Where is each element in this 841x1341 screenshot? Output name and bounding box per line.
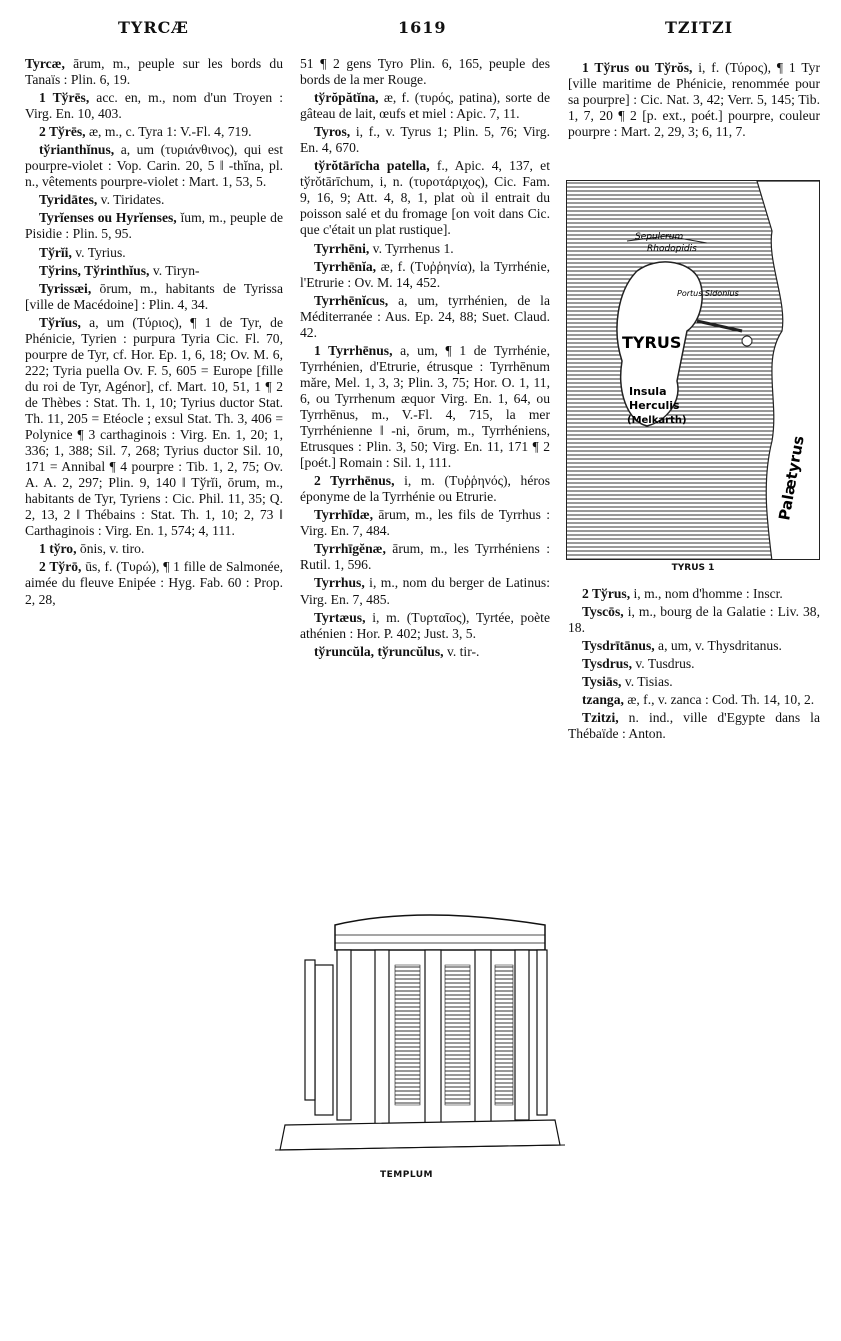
entry-body: ārum, m., les Tyrrhéniens : Rutil. 1, 596. xyxy=(300,541,550,573)
entry-headword: Tyrrhēnĭa, xyxy=(314,258,377,274)
tyrus-map xyxy=(566,180,820,560)
entry-headword: Tyrrhēni, xyxy=(314,240,370,256)
dictionary-entry xyxy=(300,259,550,291)
entry-body: f., Apic. 4, 137, et tўrŏtārīchum, i, n. (τυροτάριχος), Cic. Fam. 9, 16, 9; Att. 4, 8, 1, plat où il entrait du poisson salé et du fromage [on voit dans Cic. que c'était un plat rustique]. xyxy=(300,158,550,238)
map-label-herculis: Herculis xyxy=(629,399,680,412)
entry-body: v. Tiryn- xyxy=(149,262,200,278)
entry-headword: 1 tўro, xyxy=(39,541,77,557)
entry-headword: 2 Tyrrhēnus, xyxy=(314,473,395,489)
dictionary-entry xyxy=(568,656,820,672)
entry-body: ārum, m., les fils de Tyrrhus : Virg. En. 7, 484. xyxy=(300,507,550,539)
page-number: 1619 xyxy=(398,18,447,37)
entry-body: n. ind., ville d'Egypte dans la Thébaïde : Anton. xyxy=(568,710,820,742)
entry-body: v. Tusdrus. xyxy=(632,656,695,672)
dictionary-entry xyxy=(568,60,820,140)
entry-body: ōrum, m., habitants de Tyrissa [ville de Macédoine] : Plin. 4, 34. xyxy=(25,280,283,312)
column-1 xyxy=(25,56,283,610)
map-caption: TYRUS 1 xyxy=(671,563,715,573)
entry-headword: 2 Tўrus, xyxy=(582,586,631,601)
column-2 xyxy=(300,56,550,662)
entry-body: v. tir-. xyxy=(443,643,480,659)
dictionary-entry xyxy=(300,541,550,573)
entry-body: a, um (τυριάνθινος), qui est pourpre-violet : Vop. Carin. 20, 5 ‖ -thĭna, pl. n., vêtements pourpre-violet : Mart. 1, 53, 5. xyxy=(25,142,283,190)
entry-headword: Tyrrhīgĕnæ, xyxy=(314,541,386,557)
map-label-melkarth: (Melkarth) xyxy=(627,415,687,426)
dictionary-entry xyxy=(25,263,283,279)
entry-body: v. Tyrrhenus 1. xyxy=(369,240,454,256)
dictionary-entry xyxy=(568,692,820,708)
dictionary-entry xyxy=(25,281,283,313)
header-right-guideword: TZITZI xyxy=(665,18,734,37)
entry-headword: Tyros, xyxy=(314,124,351,140)
entry-headword: Tyrtæus, xyxy=(314,609,366,625)
entry-body: v. Tiridates. xyxy=(97,192,165,208)
entry-body: æ, f., v. zanca : Cod. Th. 14, 10, 2. xyxy=(623,692,815,708)
temple-caption: TEMPLUM xyxy=(380,1170,434,1180)
entry-body: a, um, v. Thysdritanus. xyxy=(654,638,782,654)
column-3 xyxy=(568,60,820,142)
entry-headword: tўruncŭla, tўruncŭlus, xyxy=(314,643,444,659)
dictionary-entry xyxy=(568,638,820,654)
dictionary-entry xyxy=(25,315,283,540)
dictionary-entry xyxy=(568,710,820,742)
entry-body: a, um (Τύριος), ¶ 1 de Tyr, de Phénicie, Tyrien : purpura Tyria Cic. Fl. 70, pourpre de Tyr, cf. Hor. Ep. 1, 6, 18; Ov. M. 6, 222; Tyria puella Ov. F. 5, 605 = Europe [fille du roi de Tyr, Agénor], cf. Mart. 10, 51, 1 ¶ 2 de Thèbes : Stat. Th. 1, 10; Tyrius ductor Stat. Th. 11, 205 = Etéocle ; exsul Stat. Th. 3, 406 = Polynice ¶ 3 carthaginois : Virg. En. 1, 20; 1, 336; 1, 388; Sil. 7, 268; Tyrius ductor Sil. 10, 171 = Annibal ¶ 4 pourpre : Tib. 1, 2, 75; Ov. A. A. 2, 297; Plin. 9, 140 ‖ Tўrĭi, ōrum, m., habitants de Tyr, Tyriens : Cic. Phil. 11, 35; Q. 2, 13, 2 ‖ Thébains : Stat. Th. 1, 10; 2, 73 ‖ Carthaginois : Virg. En. 1, 574; 4, 111. xyxy=(25,314,283,539)
entry-headword: Tўrins, Tўrinthĭus, xyxy=(39,262,150,278)
temple-drawing xyxy=(275,905,565,1165)
dictionary-entry xyxy=(300,644,550,660)
entry-body: æ, f. (τυρός, patina), sorte de gâteau de lait, œufs et miel : Apic. 7, 11. xyxy=(300,90,550,122)
entry-headword: Tyrrhēnĭcus, xyxy=(314,292,389,308)
entry-body: i, m., bourg de la Galatie : Liv. 38, 18. xyxy=(568,604,820,636)
column-3-lower xyxy=(568,586,820,744)
dictionary-entry xyxy=(568,674,820,690)
dictionary-entry xyxy=(568,586,820,602)
dictionary-entry xyxy=(25,245,283,261)
entry-headword: Tyrrhīdæ, xyxy=(314,507,374,523)
entry-body: a, um, ¶ 1 de Tyrrhénie, Tyrrhénien, d'Etrurie, étrusque : Tyrrhēnum măre, Mel. 1, 3, 3; Plin. 3, 75; Hor. O. 1, 11, 6, ou Tyrrhenum æquor Virg. En. 1, 64, ou Tyrrhēnus, m., V.-Fl. 4, 715, la mer Tyrrhénienne ‖ -ni, ōrum, m., Tyrrhéniens, Etrusques : Plin. 3, 50; Virg. En. 11, 171 ¶ 2 [poét.] Romain : Sil. 1, 111. xyxy=(300,342,550,471)
map-label-paletyrus: Palætyrus xyxy=(775,434,808,522)
entry-headword: Tyridātes, xyxy=(39,192,98,208)
entry-body: æ, m., c. Tyra 1: V.-Fl. 4, 719. xyxy=(85,124,252,140)
dictionary-entry xyxy=(25,56,283,88)
map-label-sepulcrum: Sepulcrum xyxy=(635,232,684,242)
entry-body: 51 ¶ 2 gens Tyro Plin. 6, 165, peuple des bords de la mer Rouge. xyxy=(300,56,550,88)
dictionary-entry xyxy=(568,604,820,636)
dictionary-entry xyxy=(25,124,283,140)
dictionary-entry xyxy=(25,541,283,557)
dictionary-entry xyxy=(300,90,550,122)
entry-body: ūs, f. (Τυρώ), ¶ 1 fille de Salmonée, aimée du fleuve Enipée : Hyg. Fab. 60 : Prop. 2, 28, xyxy=(25,559,284,607)
entry-body: ārum, m., peuple sur les bords du Tanaïs : Plin. 6, 19. xyxy=(25,56,283,88)
dictionary-entry xyxy=(300,241,550,257)
dictionary-entry xyxy=(300,343,550,471)
dictionary-entry xyxy=(25,559,283,607)
entry-headword: Tysdrus, xyxy=(582,656,632,672)
entry-headword: Tyrrhus, xyxy=(314,575,365,591)
entry-headword: Tysdrītānus, xyxy=(582,638,655,654)
dictionary-entry xyxy=(25,90,283,122)
entry-body: v. Tyrius. xyxy=(71,244,126,260)
entry-headword: 1 Tўrus ou Tўrŏs, xyxy=(582,60,693,75)
entry-body: æ, f. (Τυῤῥηνία), la Tyrrhénie, l'Etrurie : Ov. M. 14, 452. xyxy=(300,258,550,290)
entry-headword: 2 Tўrō, xyxy=(39,559,82,575)
dictionary-entry xyxy=(300,124,550,156)
dictionary-entry xyxy=(300,610,550,642)
header-left-guideword: TYRCÆ xyxy=(118,18,189,37)
map-label-insula: Insula xyxy=(629,385,667,398)
page-header xyxy=(0,18,841,48)
map-label-city: TYRUS xyxy=(622,333,682,352)
entry-headword: 1 Tўrēs, xyxy=(39,90,90,106)
dictionary-entry xyxy=(300,56,550,88)
entry-headword: Tyrĭenses ou Hyrĭenses, xyxy=(39,210,177,226)
entry-headword: Tўrĭi, xyxy=(39,244,72,260)
entry-body: i, m. (Τυῤῥηνός), héros éponyme de la Tyrrhénie ou Etrurie. xyxy=(300,473,550,505)
entry-headword: 1 Tyrrhēnus, xyxy=(314,342,393,358)
map-label-rhodopidis: Rhodopidis xyxy=(647,244,697,254)
dictionary-entry xyxy=(300,575,550,607)
entry-headword: tўrŏtārīcha patella, xyxy=(314,158,430,174)
dictionary-entry xyxy=(300,473,550,505)
entry-body: acc. en, m., nom d'un Troyen : Virg. En. 10, 403. xyxy=(25,90,284,122)
entry-body: i, m., nom du berger de Latinus: Virg. En. 7, 485. xyxy=(300,575,550,607)
entry-body: ōnis, v. tiro. xyxy=(76,541,145,557)
entry-body: i, m., nom d'homme : Inscr. xyxy=(630,586,783,601)
entry-headword: tzanga, xyxy=(582,692,624,708)
entry-body: ĭum, m., peuple de Pisidie : Plin. 5, 95. xyxy=(25,210,283,242)
entry-body: v. Tisias. xyxy=(621,674,673,690)
dictionary-entry xyxy=(25,142,283,190)
entry-headword: tўrŏpătĭna, xyxy=(314,90,379,106)
entry-body: i, m. (Τυρταῖος), Tyrtée, poète athénien : Hor. P. 402; Just. 3, 5. xyxy=(300,609,550,641)
entry-headword: Tyrcæ, xyxy=(25,56,65,71)
entry-body: i, f. (Τύρος), ¶ 1 Tyr [ville maritime de Phénicie, renommée pour sa pourpre] : Cic. Nat. 3, 42; Verr. 5, 145; Tib. 1, 7, 20 ¶ 2 [p. ext., poét.] pourpre, couleur pourpre : Mart. 2, 29, 3; 6, 11, 7. xyxy=(568,60,820,140)
dictionary-entry xyxy=(300,293,550,341)
dictionary-entry xyxy=(300,507,550,539)
entry-body: i, f., v. Tyrus 1; Plin. 5, 76; Virg. En. 4, 670. xyxy=(300,124,550,156)
entry-headword: 2 Tўrēs, xyxy=(39,124,86,140)
entry-headword: Tyscōs, xyxy=(582,604,624,620)
entry-headword: Tysiās, xyxy=(582,674,622,690)
entry-headword: Tyrissæi, xyxy=(39,280,92,296)
temple-illustration xyxy=(275,905,565,1165)
map-label-portus: Portus Sidonius xyxy=(677,289,739,298)
entry-body: a, um, tyrrhénien, de la Méditerranée : Aus. Ep. 24, 88; Suet. Claud. 42. xyxy=(300,292,550,340)
dictionary-entry xyxy=(25,210,283,242)
entry-headword: tўrianthĭnus, xyxy=(39,142,115,158)
dictionary-entry xyxy=(300,158,550,238)
entry-headword: Tzitzi, xyxy=(582,710,619,726)
dictionary-entry xyxy=(25,192,283,208)
entry-headword: Tўrĭus, xyxy=(39,314,81,330)
tyrus-map-drawing xyxy=(567,181,820,560)
